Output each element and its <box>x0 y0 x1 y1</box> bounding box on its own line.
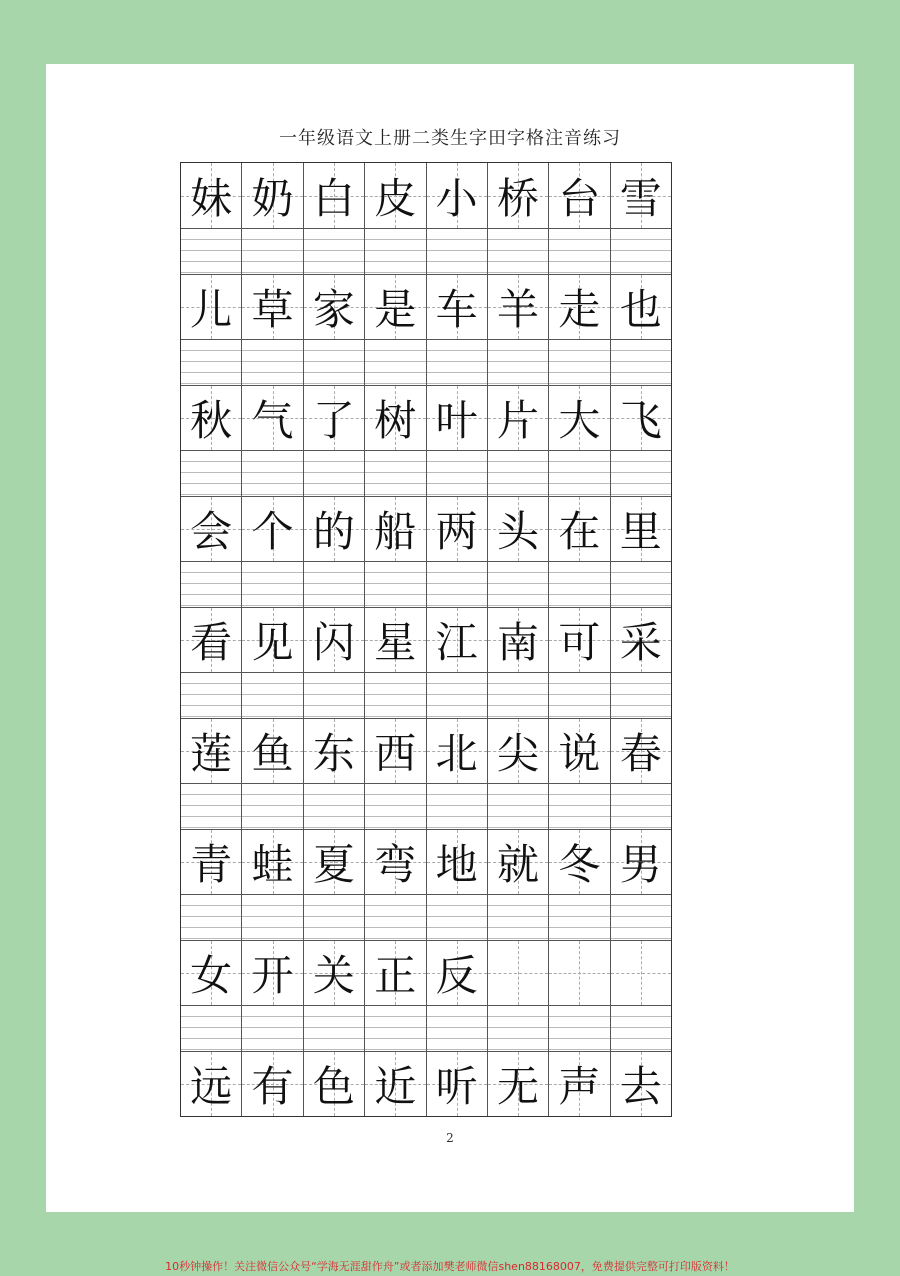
page-title: 一年级语文上册二类生字田字格注音练习 <box>279 128 621 149</box>
pinyin-cell[interactable] <box>242 673 303 718</box>
pinyin-cell[interactable] <box>181 1006 242 1051</box>
character-text: 说 <box>558 729 601 778</box>
character-text: 东 <box>312 729 355 778</box>
character-text: 船 <box>374 507 417 556</box>
character-cell <box>549 941 610 1005</box>
character-cell <box>242 163 303 228</box>
character-cell <box>181 941 242 1005</box>
character-cell <box>242 719 303 783</box>
character-text: 星 <box>374 618 417 667</box>
character-cell <box>365 719 426 783</box>
pinyin-cell[interactable] <box>611 340 671 385</box>
character-text: 关 <box>312 951 355 1000</box>
character-cell <box>549 830 610 894</box>
pinyin-cell[interactable] <box>427 895 488 940</box>
character-cell <box>304 1052 365 1116</box>
character-cell <box>488 163 549 228</box>
character-cell <box>427 163 488 228</box>
character-text: 奶 <box>251 173 294 223</box>
character-text: 儿 <box>190 285 233 334</box>
practice-row <box>181 719 671 830</box>
character-text: 近 <box>374 1062 417 1111</box>
pinyin-cell[interactable] <box>365 340 426 385</box>
character-cell <box>427 719 488 783</box>
character-text: 听 <box>435 1062 478 1111</box>
character-row <box>181 386 671 451</box>
pinyin-cell[interactable] <box>549 673 610 718</box>
character-text: 西 <box>374 729 417 778</box>
pinyin-cell[interactable] <box>611 1006 671 1051</box>
character-cell <box>304 941 365 1005</box>
pinyin-cell[interactable] <box>365 673 426 718</box>
character-text: 是 <box>374 285 417 334</box>
character-text: 女 <box>190 951 233 1000</box>
pinyin-cell[interactable] <box>242 229 303 274</box>
character-text: 北 <box>435 729 478 778</box>
character-text: 夏 <box>312 840 355 889</box>
character-cell <box>365 386 426 450</box>
character-cell <box>242 386 303 450</box>
practice-row <box>181 1052 671 1116</box>
character-text: 蛙 <box>251 840 294 889</box>
practice-row <box>181 275 671 386</box>
character-text: 青 <box>190 840 233 889</box>
character-text: 羊 <box>497 285 540 334</box>
character-row <box>181 497 671 562</box>
character-cell <box>242 608 303 672</box>
pinyin-cell[interactable] <box>488 562 549 607</box>
character-text: 小 <box>435 173 478 223</box>
character-cell <box>488 497 549 561</box>
pinyin-cell[interactable] <box>365 1006 426 1051</box>
pinyin-cell[interactable] <box>304 784 365 829</box>
pinyin-cell[interactable] <box>304 229 365 274</box>
character-cell <box>549 275 610 339</box>
character-text: 也 <box>619 285 662 334</box>
character-row <box>181 719 671 784</box>
character-text: 春 <box>619 729 662 778</box>
character-cell <box>304 608 365 672</box>
pinyin-cell[interactable] <box>427 673 488 718</box>
character-text: 片 <box>497 396 540 445</box>
character-cell <box>365 1052 426 1116</box>
pinyin-cell[interactable] <box>181 229 242 274</box>
practice-row <box>181 386 671 497</box>
character-cell <box>365 275 426 339</box>
pinyin-cell[interactable] <box>549 1006 610 1051</box>
pinyin-cell[interactable] <box>181 784 242 829</box>
pinyin-cell[interactable] <box>427 451 488 496</box>
character-text: 冬 <box>558 840 601 889</box>
pinyin-cell[interactable] <box>365 895 426 940</box>
character-text: 去 <box>619 1062 662 1111</box>
character-cell <box>488 719 549 783</box>
pinyin-cell[interactable] <box>242 895 303 940</box>
character-text: 台 <box>558 173 601 223</box>
pinyin-cell[interactable] <box>488 229 549 274</box>
character-text: 桥 <box>497 173 540 223</box>
pinyin-row <box>181 1006 671 1052</box>
character-cell <box>488 386 549 450</box>
character-cell <box>304 386 365 450</box>
character-text: 个 <box>251 507 294 556</box>
character-text: 大 <box>558 396 601 445</box>
character-cell <box>549 1052 610 1116</box>
pinyin-cell[interactable] <box>549 451 610 496</box>
character-cell <box>181 275 242 339</box>
character-cell <box>611 1052 671 1116</box>
character-text: 的 <box>312 507 355 556</box>
pinyin-cell[interactable] <box>611 451 671 496</box>
character-text: 可 <box>558 618 601 667</box>
character-text: 开 <box>251 951 294 1000</box>
pinyin-cell[interactable] <box>488 340 549 385</box>
character-cell <box>181 386 242 450</box>
pinyin-cell[interactable] <box>427 562 488 607</box>
pinyin-cell[interactable] <box>242 451 303 496</box>
character-cell <box>549 386 610 450</box>
pinyin-row <box>181 562 671 608</box>
character-cell <box>427 275 488 339</box>
character-text: 里 <box>619 507 662 556</box>
character-cell <box>611 497 671 561</box>
character-cell <box>181 719 242 783</box>
character-text: 就 <box>497 840 540 889</box>
character-text: 男 <box>619 840 662 889</box>
pinyin-cell[interactable] <box>181 340 242 385</box>
pinyin-cell[interactable] <box>549 784 610 829</box>
pinyin-cell[interactable] <box>304 340 365 385</box>
pinyin-cell[interactable] <box>549 229 610 274</box>
character-text: 了 <box>312 396 355 445</box>
character-text: 雪 <box>619 173 662 223</box>
character-text: 气 <box>251 396 294 445</box>
footer-promo-text: 10秒钟操作！关注微信公众号“学海无涯甜作舟”或者添加樊老师微信shen88168007，免费提供完整可打印版资料！ <box>165 1260 735 1273</box>
character-cell <box>611 275 671 339</box>
character-text: 地 <box>435 840 478 889</box>
pinyin-cell[interactable] <box>304 451 365 496</box>
character-text: 走 <box>558 285 601 334</box>
character-cell <box>427 1052 488 1116</box>
character-cell <box>181 163 242 228</box>
character-cell <box>304 830 365 894</box>
pinyin-cell[interactable] <box>365 784 426 829</box>
character-cell <box>549 608 610 672</box>
character-cell <box>242 830 303 894</box>
character-cell <box>181 830 242 894</box>
character-cell <box>304 497 365 561</box>
character-cell <box>611 608 671 672</box>
character-cell <box>611 163 671 228</box>
pinyin-cell[interactable] <box>304 1006 365 1051</box>
character-row <box>181 275 671 340</box>
character-cell <box>611 386 671 450</box>
character-text: 远 <box>190 1062 233 1111</box>
character-text: 家 <box>312 285 355 334</box>
practice-row <box>181 941 671 1052</box>
pinyin-cell[interactable] <box>488 784 549 829</box>
pinyin-cell[interactable] <box>549 340 610 385</box>
character-cell <box>365 163 426 228</box>
pinyin-cell[interactable] <box>242 1006 303 1051</box>
character-row <box>181 608 671 673</box>
pinyin-cell[interactable] <box>427 340 488 385</box>
pinyin-row <box>181 451 671 497</box>
pinyin-cell[interactable] <box>304 673 365 718</box>
character-cell <box>365 941 426 1005</box>
practice-row <box>181 608 671 719</box>
pinyin-row <box>181 229 671 275</box>
character-text: 飞 <box>619 396 662 445</box>
character-text: 白 <box>312 173 355 223</box>
character-cell <box>488 941 549 1005</box>
character-cell <box>304 275 365 339</box>
character-cell <box>427 830 488 894</box>
pinyin-cell[interactable] <box>242 340 303 385</box>
character-text: 无 <box>497 1062 540 1111</box>
character-row <box>181 163 671 229</box>
pinyin-row <box>181 895 671 941</box>
character-cell <box>181 608 242 672</box>
character-cell <box>611 719 671 783</box>
pinyin-row <box>181 673 671 719</box>
character-cell <box>242 497 303 561</box>
tianzige-grid <box>180 162 672 1117</box>
character-cell <box>549 163 610 228</box>
pinyin-cell[interactable] <box>365 229 426 274</box>
character-cell <box>488 830 549 894</box>
pinyin-row <box>181 340 671 386</box>
pinyin-cell[interactable] <box>181 451 242 496</box>
character-text: 采 <box>619 618 662 667</box>
character-text: 莲 <box>190 729 233 778</box>
character-text: 尖 <box>497 729 540 778</box>
pinyin-cell[interactable] <box>242 562 303 607</box>
character-text: 树 <box>374 396 417 445</box>
character-cell <box>549 497 610 561</box>
character-cell <box>365 830 426 894</box>
character-text: 两 <box>435 507 478 556</box>
pinyin-cell[interactable] <box>181 673 242 718</box>
pinyin-cell[interactable] <box>488 895 549 940</box>
character-row <box>181 830 671 895</box>
pinyin-cell[interactable] <box>611 562 671 607</box>
pinyin-cell[interactable] <box>365 451 426 496</box>
character-cell <box>427 941 488 1005</box>
pinyin-cell[interactable] <box>611 229 671 274</box>
pinyin-cell[interactable] <box>488 673 549 718</box>
character-text: 反 <box>435 951 478 1000</box>
character-text: 在 <box>558 507 601 556</box>
character-cell <box>365 497 426 561</box>
character-text: 见 <box>251 618 294 667</box>
character-text: 声 <box>558 1062 601 1111</box>
page-number: 2 <box>446 1131 454 1145</box>
practice-row <box>181 830 671 941</box>
character-text: 头 <box>497 507 540 556</box>
character-text: 鱼 <box>251 729 294 778</box>
pinyin-cell[interactable] <box>181 562 242 607</box>
pinyin-cell[interactable] <box>427 784 488 829</box>
pinyin-cell[interactable] <box>304 895 365 940</box>
practice-row <box>181 163 671 275</box>
character-cell <box>304 163 365 228</box>
character-text: 看 <box>190 618 233 667</box>
character-cell <box>488 275 549 339</box>
character-cell <box>181 497 242 561</box>
pinyin-cell[interactable] <box>181 895 242 940</box>
character-cell <box>242 275 303 339</box>
pinyin-cell[interactable] <box>304 562 365 607</box>
character-text: 正 <box>374 951 417 1000</box>
character-text: 有 <box>251 1062 294 1111</box>
character-text: 江 <box>435 618 478 667</box>
pinyin-cell[interactable] <box>611 784 671 829</box>
pinyin-cell[interactable] <box>611 895 671 940</box>
character-text: 车 <box>435 285 478 334</box>
pinyin-cell[interactable] <box>488 451 549 496</box>
character-row <box>181 1052 671 1116</box>
character-text: 南 <box>497 618 540 667</box>
pinyin-cell[interactable] <box>488 1006 549 1051</box>
pinyin-cell[interactable] <box>365 562 426 607</box>
character-cell <box>611 941 671 1005</box>
character-cell <box>549 719 610 783</box>
pinyin-cell[interactable] <box>242 784 303 829</box>
character-text: 色 <box>312 1062 355 1111</box>
character-cell <box>181 1052 242 1116</box>
character-cell <box>365 608 426 672</box>
character-cell <box>488 608 549 672</box>
character-text: 会 <box>190 507 233 556</box>
character-text: 草 <box>251 285 294 334</box>
pinyin-cell[interactable] <box>549 895 610 940</box>
character-row <box>181 941 671 1006</box>
character-cell <box>427 608 488 672</box>
character-cell <box>304 719 365 783</box>
character-text: 闪 <box>312 618 355 667</box>
character-cell <box>488 1052 549 1116</box>
pinyin-cell[interactable] <box>427 1006 488 1051</box>
character-cell <box>427 386 488 450</box>
character-cell <box>427 497 488 561</box>
character-text: 秋 <box>190 396 233 445</box>
character-text: 皮 <box>374 173 417 223</box>
character-text: 妹 <box>190 173 233 223</box>
character-text: 弯 <box>374 840 417 889</box>
character-cell <box>242 941 303 1005</box>
pinyin-row <box>181 784 671 830</box>
pinyin-cell[interactable] <box>549 562 610 607</box>
pinyin-cell[interactable] <box>611 673 671 718</box>
character-cell <box>611 830 671 894</box>
practice-row <box>181 497 671 608</box>
character-cell <box>242 1052 303 1116</box>
pinyin-cell[interactable] <box>427 229 488 274</box>
character-text: 叶 <box>435 396 478 445</box>
